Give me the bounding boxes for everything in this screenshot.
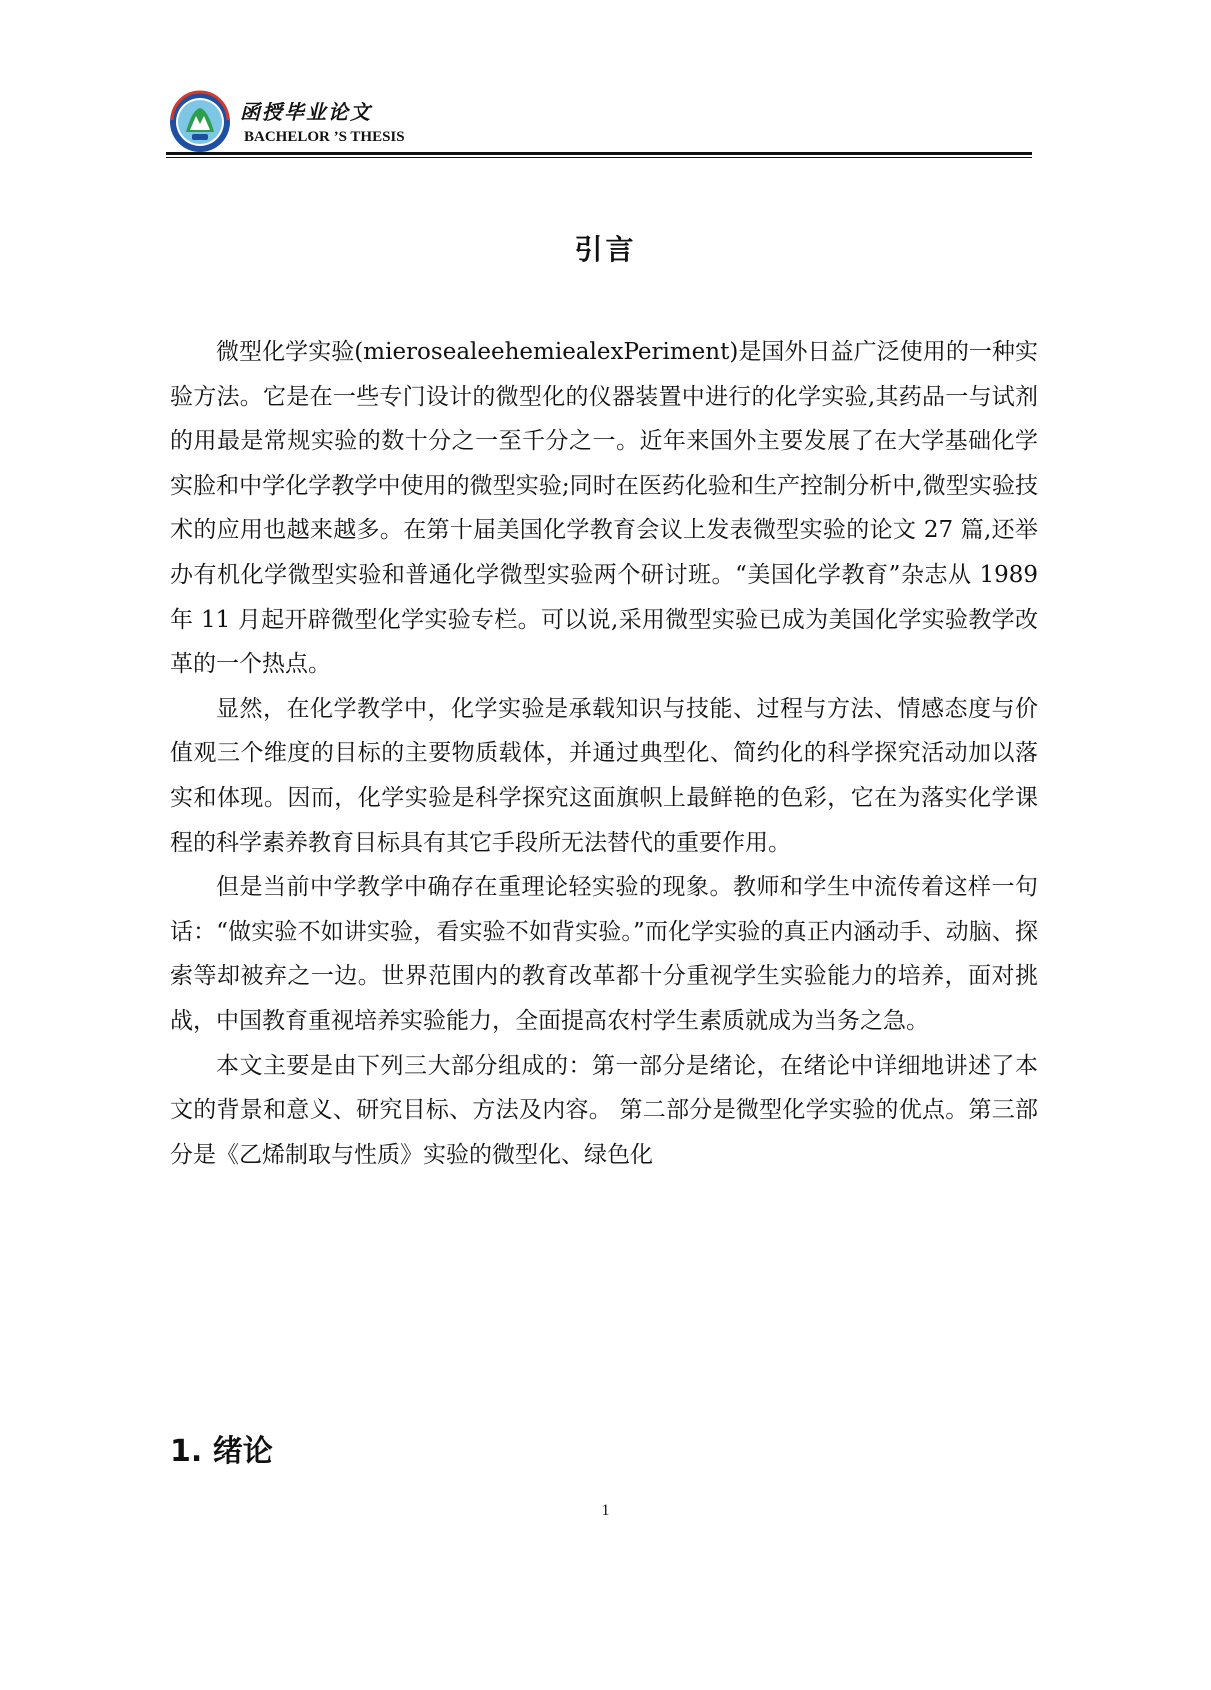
paragraph-4: 本文主要是由下列三大部分组成的：第一部分是绪论，在绪论中详细地讲述了本文的背景和意义、研究目标、方法及内容。 第二部分是微型化学实验的优点。第三部分是《乙烯制取与性质》实验的微型化、绿色化 [170,1052,1038,1168]
paragraph-2: 显然，在化学教学中，化学实验是承载知识与技能、过程与方法、情感态度与价值观三个维度的目标的主要物质载体，并通过典型化、简约化的科学探究活动加以落实和体现。因而，化学实验是科学探究这面旗帜上最鲜艳的色彩，它在为落实化学课程的科学素养教育目标具有其它手段所无法替代的重要作用。 [170,695,1038,856]
header-rule-thick [166,152,1032,155]
header-english-title: BACHELOR ’S THESIS [244,129,405,145]
document-body [170,330,1038,1177]
paragraph-1: 微型化学实验(mierosealeehemiealexPeriment)是国外日益广泛使用的一种实验方法。它是在一些专门设计的微型化的仪器装置中进行的化学实验,其药品一与试剂的用最是常规实验的数十分之一至千分之一。近年来国外主要发展了在大学基础化学实脸和中学化学教学中使用的微型实验;同时在医药化验和生产控制分析中,微型实验技术的应用也越来越多。在第十届美国化学教育会议上发表微型实验的论文 27 篇,还举办有机化学微型实验和普通化学微型实验两个研讨班。“美国化学教育”杂志从 1989 年 11 月起开辟微型化学实验专栏。可以说,采用微型实验已成为美国化学实验教学改革的一个热点。 [170,339,1038,678]
university-logo-icon [168,90,232,154]
section-heading: 1. 绪论 [170,1434,273,1469]
header-chinese-title: 函授毕业论文 [240,100,372,124]
header-rule-thin [166,157,1032,158]
paragraph-3: 但是当前中学教学中确存在重理论轻实验的现象。教师和学生中流传着这样一句话：“做实验不如讲实验，看实验不如背实验。”而化学实验的真正内涵动手、动脑、探索等却被弃之一边。世界范围内的教育改革都十分重视学生实验能力的培养，面对挑战，中国教育重视培养实验能力，全面提高农村学生素质就成为当务之急。 [170,874,1038,1034]
page-title: 引言 [574,233,637,266]
page-number: 1 [601,1502,610,1519]
